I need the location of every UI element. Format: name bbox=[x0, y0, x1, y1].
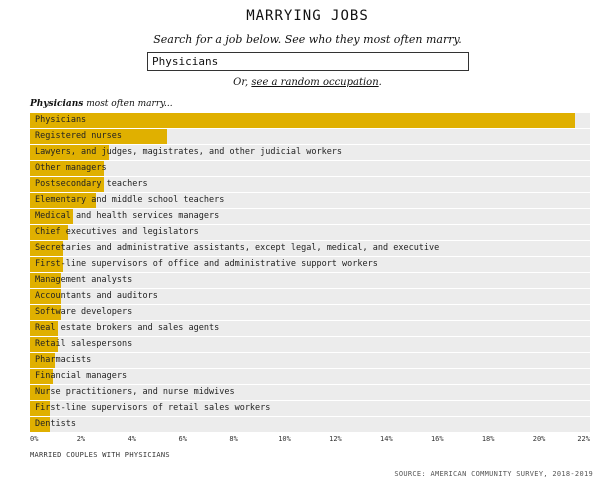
bar-label: Registered nurses bbox=[35, 131, 122, 141]
x-axis bbox=[30, 435, 590, 449]
bar-row[interactable] bbox=[30, 257, 590, 272]
chart-heading-job: Physicians bbox=[30, 99, 84, 109]
bar-row[interactable] bbox=[30, 305, 590, 320]
bar-label: First-line supervisors of retail sales workers bbox=[35, 403, 271, 413]
random-prefix: Or, bbox=[233, 77, 252, 88]
bar-row[interactable] bbox=[30, 353, 590, 368]
bar-row[interactable] bbox=[30, 145, 590, 160]
bar-row[interactable] bbox=[30, 161, 590, 176]
occupation-search-input[interactable] bbox=[147, 52, 469, 71]
bar-label: Accountants and auditors bbox=[35, 291, 158, 301]
bar-label: Chief executives and legislators bbox=[35, 227, 199, 237]
x-tick-label: 2% bbox=[76, 435, 86, 443]
bar-row[interactable] bbox=[30, 113, 590, 128]
bar-row[interactable] bbox=[30, 337, 590, 352]
x-tick-label: 4% bbox=[127, 435, 137, 443]
x-tick-label: 16% bbox=[430, 435, 444, 443]
bar-label: Medical and health services managers bbox=[35, 211, 220, 221]
bar-row[interactable] bbox=[30, 129, 590, 144]
bar-row[interactable] bbox=[30, 401, 590, 416]
bar-row[interactable] bbox=[30, 273, 590, 288]
bar-row[interactable] bbox=[30, 369, 590, 384]
chart-heading bbox=[30, 99, 173, 109]
bar-label: Physicians bbox=[35, 115, 87, 125]
bar-label: Nurse practitioners, and nurse midwives bbox=[35, 387, 235, 397]
bar-label: Retail salespersons bbox=[35, 339, 133, 349]
bar-label: First-line supervisors of office and administrative support workers bbox=[35, 259, 378, 269]
x-tick-label: 6% bbox=[178, 435, 187, 443]
x-tick-label: 22% bbox=[577, 435, 590, 443]
page-title: MARRYING JOBS bbox=[246, 8, 369, 24]
spouse-occupation-bar-chart bbox=[30, 113, 590, 433]
page-subtitle: Search for a job below. See who they most often marry. bbox=[153, 33, 462, 46]
bar-label: Financial managers bbox=[35, 371, 128, 381]
bar-label: Lawyers, and judges, magistrates, and other judicial workers bbox=[35, 147, 343, 157]
bar-row[interactable] bbox=[30, 321, 590, 336]
bar-label: Postsecondary teachers bbox=[35, 179, 148, 189]
x-tick-label: 12% bbox=[329, 435, 342, 443]
random-occupation-link[interactable]: see a random occupation bbox=[251, 77, 379, 88]
bar-row[interactable] bbox=[30, 385, 590, 400]
bar-row[interactable] bbox=[30, 241, 590, 256]
random-occupation-line bbox=[0, 77, 615, 88]
chart-heading-suffix: most often marry... bbox=[83, 99, 173, 109]
x-tick-label: 0% bbox=[30, 435, 39, 443]
x-tick-label: 14% bbox=[380, 435, 393, 443]
bar-row[interactable] bbox=[30, 193, 590, 208]
x-axis-label: MARRIED COUPLES WITH PHYSICIANS bbox=[30, 451, 170, 459]
bar-row[interactable] bbox=[30, 289, 590, 304]
x-tick-label: 20% bbox=[532, 435, 546, 443]
bar-row[interactable] bbox=[30, 177, 590, 192]
bar-label: Pharmacists bbox=[35, 355, 92, 365]
bar-label: Elementary and middle school teachers bbox=[35, 195, 225, 205]
bar-label: Secretaries and administrative assistants, except legal, medical, and executive bbox=[35, 243, 440, 253]
bar-row[interactable] bbox=[30, 225, 590, 240]
x-tick-label: 10% bbox=[278, 435, 291, 443]
bar-row[interactable] bbox=[30, 417, 590, 432]
random-suffix: . bbox=[378, 77, 382, 88]
x-tick-label: 18% bbox=[481, 435, 495, 443]
bar-label: Other managers bbox=[35, 163, 107, 173]
x-tick-label: 8% bbox=[229, 435, 238, 443]
bar bbox=[30, 113, 575, 128]
bar-row[interactable] bbox=[30, 209, 590, 224]
bar-label: Real estate brokers and sales agents bbox=[35, 323, 220, 333]
bar-label: Management analysts bbox=[35, 275, 133, 285]
source-note: SOURCE: AMERICAN COMMUNITY SURVEY, 2018-2019 bbox=[394, 470, 593, 478]
bar-label: Dentists bbox=[35, 419, 76, 429]
bar-label: Software developers bbox=[35, 307, 133, 317]
